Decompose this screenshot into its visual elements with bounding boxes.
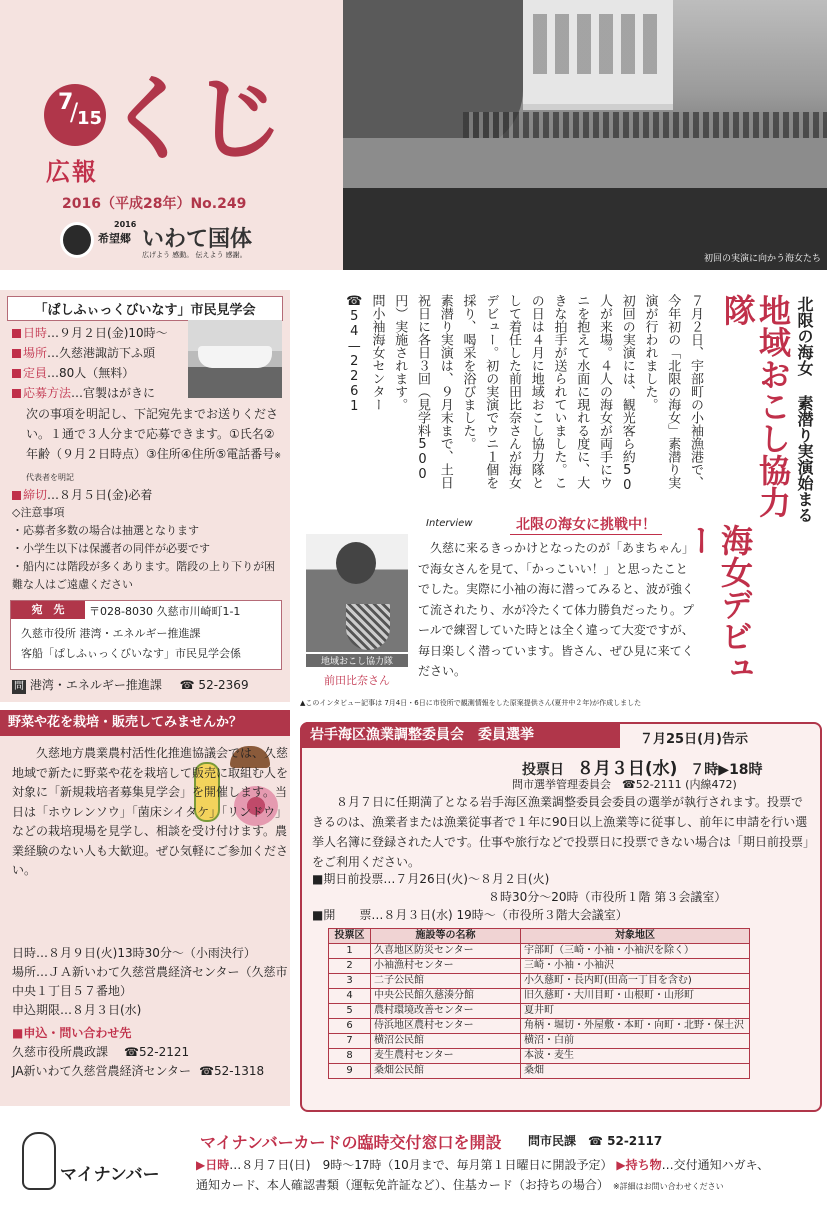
interview-box bbox=[300, 514, 710, 696]
kokutai-mascot-icon bbox=[60, 222, 94, 258]
table-row: 4 中央公民館久慈湊分館 旧久慈町・大川目町・山根町・山形町 bbox=[329, 989, 750, 1004]
kokutai-year: 2016 bbox=[114, 220, 137, 229]
crowd-shape bbox=[463, 112, 827, 138]
header-photo bbox=[343, 0, 827, 270]
interview-title: 北限の海女に挑戦中！ bbox=[510, 514, 662, 535]
passion-details bbox=[12, 323, 188, 403]
interview-text: 久慈に来るきっかけとなったのが「あまちゃん」で海女さんを見て、「かっこいい！」と思ったことでした。実際に小袖の海に潜ってみると、波が強くて流されたり、水が冷たくて体力勝負だったり。プールで練習していた時とは全く違って大変ですが、毎日楽しく潜っています。皆さん、ぜひ見に来てください。 bbox=[418, 541, 695, 678]
address-zip: 〒028-8030 久慈市川崎町1-1 bbox=[89, 605, 241, 618]
date-month: 7 bbox=[58, 90, 74, 115]
bullet-icon bbox=[12, 389, 21, 398]
passion-apply: 応募方法…官製はがきに bbox=[12, 383, 188, 403]
election-section bbox=[300, 722, 822, 1112]
address-box bbox=[10, 600, 282, 670]
veg-title: 野菜や花を栽培・販売してみませんか？ bbox=[0, 710, 290, 736]
portrait-photo bbox=[306, 534, 408, 652]
col-area: 対象地区 bbox=[521, 929, 750, 944]
mynumber-line1: ▶日時…８月７日(日) 9時〜17時（10月まで、毎月第１日曜日に開設予定） ▶持ち物…交付通知ハガキ、 bbox=[196, 1158, 770, 1172]
election-notice: ７月25日(月)告示 bbox=[640, 732, 748, 747]
interview-tag: Interview bbox=[426, 518, 473, 529]
passion-capacity: 定員…80人（無料） bbox=[12, 363, 188, 383]
col-district: 投票区 bbox=[329, 929, 371, 944]
passion-apply-text: 次の事項を明記し、下記宛先までお送りください。１通で３人分まで応募できます。①氏名②年齢（９月２日時点）③住所④住所⑤電話番号※代表者を明記 bbox=[26, 407, 281, 482]
passion-contact: 問 港湾・エネルギー推進課 ☎ 52-2369 bbox=[14, 678, 249, 692]
table-row: 6 侍浜地区農村センター 角柄・堀切・外屋敷・本町・向町・北野・保土沢 bbox=[329, 1019, 750, 1034]
kokutai-name: いわて国体 bbox=[142, 227, 253, 252]
label-place: 場所 bbox=[23, 346, 48, 360]
mynumber-section bbox=[0, 1118, 827, 1205]
label-apply: 応募方法 bbox=[23, 386, 72, 400]
passion-section bbox=[0, 290, 290, 702]
date-slash: / bbox=[70, 98, 79, 126]
bullet-icon bbox=[12, 329, 21, 338]
mynumber-mascot-icon bbox=[22, 1132, 56, 1190]
city-title: くじ bbox=[104, 66, 281, 173]
net-icon bbox=[346, 604, 390, 650]
label-capacity: 定員 bbox=[23, 366, 48, 380]
address-line2: 客船「ぱしふぃっくびいなす」市民見学会係 bbox=[21, 647, 241, 660]
kokutai-banner bbox=[58, 218, 288, 262]
veg-section bbox=[0, 710, 290, 1106]
table-row: 1 久喜地区防災センター 宇部町（三崎・小袖・小袖沢を除く） bbox=[329, 944, 750, 959]
mynumber-brand: マイナンバー bbox=[60, 1165, 160, 1185]
ama-headline2: 海女デビュー bbox=[680, 524, 754, 684]
vote-day-row: 投票日 ８月３日(水) ７時▶18時 bbox=[522, 759, 763, 779]
passion-date: 日時…９月２日(金)10時〜 bbox=[12, 323, 188, 343]
paper-name: 広報 bbox=[46, 158, 98, 186]
mynumber-line2: 通知カード、本人確認書類（運転免許証など）、住基カード（お持ちの場合） ※詳細はお問い合わせください bbox=[196, 1178, 724, 1192]
ship-photo bbox=[188, 320, 282, 398]
label-date: 日時 bbox=[23, 326, 48, 340]
bullet-icon bbox=[12, 349, 21, 358]
election-contact: 問市選挙管理委員会 ☎52-2111 (内線472) bbox=[512, 778, 737, 791]
ama-body: ７月２日、宇部町の小袖漁港で、今年初の「北限の海女」素潜り実演が行われました。 初回の実演には、観光客ら約50人が来場。４人の海女が両手にウニを抱えて水面に現れる度に、大きな拍手が送られていました。この日は４月に地域おこし協力隊として着任した前田比奈さんが海女デビュー。初の実演でウニ１個を採り、喝采を浴びました。 素潜り実演は、９月末まで、土日祝日に各日３回（見学料500円）実施されます。 問小袖海女センター ☎54—2261 bbox=[346, 294, 703, 493]
kokutai-slogan: 広げよう 感動。 伝えよう 感謝。 bbox=[142, 251, 247, 259]
passion-place: 場所…久慈港諏訪下ふ頭 bbox=[12, 343, 188, 363]
table-row: 2 小袖漁村センター 三崎・小袖・小袖沢 bbox=[329, 959, 750, 974]
ama-kicker: 北限の海女 素潜り実演始まる bbox=[795, 296, 814, 523]
early-vote: ■期日前投票…７月26日(火)〜８月２日(火) ８時30分〜20時（市役所１階 第３会議室） ■開 票…８月３日(水) 19時〜（市役所３階大会議室） bbox=[312, 872, 727, 922]
mynumber-contact: 問市民課 ☎ 52-2117 bbox=[528, 1134, 663, 1148]
ship-icon bbox=[198, 346, 272, 368]
kokutai-label: 希望郷 bbox=[98, 232, 131, 245]
address-line1: 久慈市役所 港湾・エネルギー推進課 bbox=[21, 627, 201, 640]
contact-icon: 問 bbox=[14, 681, 24, 692]
date-badge bbox=[44, 84, 106, 146]
edition-line: 2016（平成28年）No.249 bbox=[62, 196, 247, 212]
passion-title: 「ぱしふぃっくびいなす」市民見学会 bbox=[7, 296, 283, 321]
photo-caption: 初回の実演に向かう海女たち bbox=[703, 254, 821, 264]
masthead bbox=[0, 0, 343, 270]
ama-headline1: 地域おこし協力隊 bbox=[718, 294, 792, 518]
bullet-icon bbox=[12, 491, 21, 500]
mynumber-title: マイナンバーカードの臨時交付窓口を開設 bbox=[200, 1133, 502, 1152]
table-row: 3 二子公民館 小久慈町・長内町(田高一丁目を含む) bbox=[329, 974, 750, 989]
ama-article bbox=[300, 288, 822, 710]
portrait-name: 前田比奈さん bbox=[324, 674, 390, 687]
portrait-role: 地域おこし協力隊 bbox=[306, 654, 408, 667]
veg-schedule: 日時…８月９日(火)13時30分〜（小雨決行） 場所…ＪＡ新いわて久慈営農経済センター（久慈市中央１丁目５７番地） 申込期限…８月３日(水) bbox=[12, 946, 288, 1017]
address-label: 宛 先 bbox=[11, 601, 85, 619]
veg-body: 久慈地方農業農村活性化推進協議会では、久慈地域で新たに野菜や花を栽培して販売に取組む人を対象に「新規栽培者募集見学会」を開催します。当日は「ホウレンソウ」「菌床シイタケ」「リンドウ」などの栽培現場を見学し、相談を受け付けます。農業経験のない人も大歓迎。ぜひ気軽にご参加ください。 bbox=[12, 746, 289, 877]
table-row: 9 桑畑公民館 桑畑 bbox=[329, 1064, 750, 1079]
person-icon bbox=[336, 542, 376, 584]
building-windows bbox=[533, 14, 663, 74]
apply-note: ※代表者を明記 bbox=[26, 451, 281, 482]
passion-deadline: 締切…８月５日(金)必着 bbox=[12, 486, 152, 503]
interview-footnote: ▲このインタビュー記事は 7月4日・6日に市役所で観測情報をした原案提供さん(夏井中２年)が作成しました bbox=[300, 699, 642, 707]
pier-shape bbox=[343, 138, 827, 188]
bullet-icon bbox=[12, 369, 21, 378]
table-row: 7 横沼公民館 横沼・白前 bbox=[329, 1034, 750, 1049]
passion-notes: ◇注意事項 ・応募者多数の場合は抽選となります ・小学生以下は保護者の同伴が必要です ・船内には階段が多くあります。階段の上り下りが困難な人はご遠慮ください bbox=[12, 506, 276, 591]
election-title: 岩手海区漁業調整委員会 委員選挙 bbox=[300, 722, 620, 748]
table-row: 8 麦生農村センター 本波・麦生 bbox=[329, 1049, 750, 1064]
veg-contact: ■申込・問い合わせ先 久慈市役所農政課 ☎52-2121 JA新いわて久慈営農経済センター ☎52-1318 bbox=[12, 1026, 265, 1078]
election-body: ８月７日に任期満了となる岩手海区漁業調整委員会委員の選挙が執行されます。投票できるのは、漁業者または漁業従事者で１年に90日以上漁業等に従事し、前年に申請を行い選挙人名簿に登録された人です。仕事や旅行などで投票日に投票できない場合は「期日前投票」をご利用ください。 bbox=[312, 795, 810, 869]
table-row: 5 農村環境改善センター 夏井町 bbox=[329, 1004, 750, 1019]
polling-table bbox=[328, 928, 750, 1079]
col-facility: 施設等の名称 bbox=[371, 929, 521, 944]
date-day: 15 bbox=[77, 108, 103, 129]
